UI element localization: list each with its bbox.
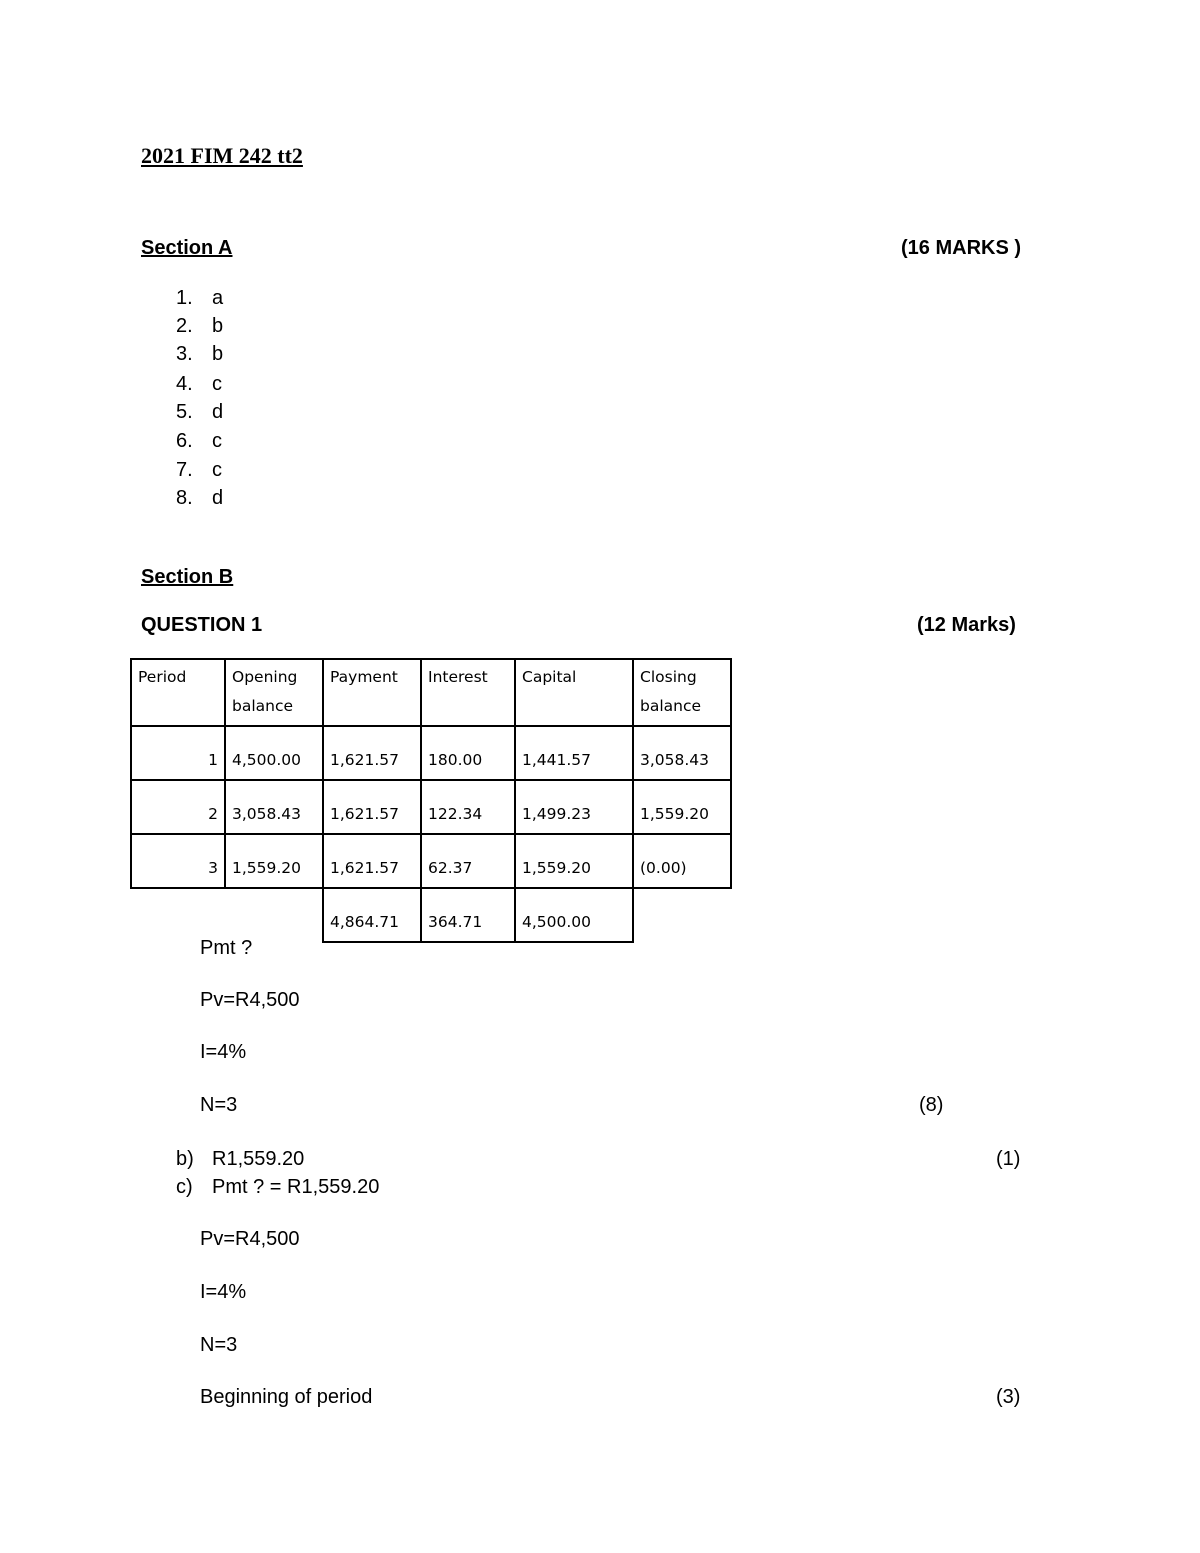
table-cell: 1 <box>131 726 225 780</box>
amortization-table <box>130 658 732 943</box>
document-title: 2021 FIM 242 tt2 <box>141 143 303 168</box>
table-cell: 1,621.57 <box>323 726 421 780</box>
table-cell: 1,621.57 <box>323 834 421 888</box>
table-cell: 122.34 <box>421 780 515 834</box>
blank-cell <box>131 888 225 942</box>
table-cell: 3,058.43 <box>225 780 323 834</box>
table-cell: 62.37 <box>421 834 515 888</box>
part-a-line: Pv=R4,500 <box>200 989 300 1011</box>
part-c-answer: Pmt ? = R1,559.20 <box>212 1176 380 1198</box>
section-b-heading: Section B <box>141 566 234 588</box>
answer-item: 8. d <box>176 487 224 509</box>
part-c-line: I=4% <box>200 1281 247 1303</box>
header-cell: Closing balance <box>633 659 731 726</box>
blank-cell <box>633 888 731 942</box>
header-cell: Opening balance <box>225 659 323 726</box>
section-a-marks: (16 MARKS ) <box>901 237 1022 259</box>
table-totals-row <box>131 888 731 942</box>
question-marks: (12 Marks) <box>917 614 1016 636</box>
part-b-marks: (1) <box>996 1148 1021 1170</box>
header-cell: Capital <box>515 659 633 726</box>
header-cell: Interest <box>421 659 515 726</box>
blank-cell <box>225 888 323 942</box>
part-c-label: c) <box>176 1176 193 1198</box>
header-cell: Payment <box>323 659 421 726</box>
answer-item: 4. c <box>176 373 222 395</box>
part-b-label: b) <box>176 1148 194 1170</box>
part-c-line: Pv=R4,500 <box>200 1228 300 1250</box>
answer-item: 1. a <box>176 287 224 309</box>
answer-item: 7. c <box>176 459 222 481</box>
table-cell: 180.00 <box>421 726 515 780</box>
total-cell: 4,500.00 <box>515 888 633 942</box>
part-c-line: Beginning of period <box>200 1386 373 1408</box>
table-cell: (0.00) <box>633 834 731 888</box>
table-cell: 3 <box>131 834 225 888</box>
answer-item: 3. b <box>176 343 224 365</box>
total-cell: 364.71 <box>421 888 515 942</box>
part-c-marks: (3) <box>996 1386 1021 1408</box>
part-a-marks: (8) <box>919 1094 944 1116</box>
table-row <box>131 834 731 888</box>
table-cell: 3,058.43 <box>633 726 731 780</box>
part-a-line: Pmt ? <box>200 937 253 959</box>
answer-item: 5. d <box>176 401 224 423</box>
answer-item: 6. c <box>176 430 222 452</box>
question-heading: QUESTION 1 <box>141 614 263 636</box>
table-cell: 1,559.20 <box>225 834 323 888</box>
table-cell: 1,441.57 <box>515 726 633 780</box>
header-cell: Period <box>131 659 225 726</box>
table-header-row <box>131 659 731 726</box>
part-a-line: I=4% <box>200 1041 247 1063</box>
part-a-line: N=3 <box>200 1094 238 1116</box>
table-row <box>131 726 731 780</box>
part-b-answer: R1,559.20 <box>212 1148 305 1170</box>
table-cell: 1,559.20 <box>515 834 633 888</box>
table-cell: 1,621.57 <box>323 780 421 834</box>
total-cell: 4,864.71 <box>323 888 421 942</box>
part-c-line: N=3 <box>200 1334 238 1356</box>
table-cell: 2 <box>131 780 225 834</box>
section-a-heading: Section A <box>141 237 233 259</box>
table-cell: 1,559.20 <box>633 780 731 834</box>
table-cell: 4,500.00 <box>225 726 323 780</box>
answer-item: 2. b <box>176 315 224 337</box>
table-cell: 1,499.23 <box>515 780 633 834</box>
table-row <box>131 780 731 834</box>
